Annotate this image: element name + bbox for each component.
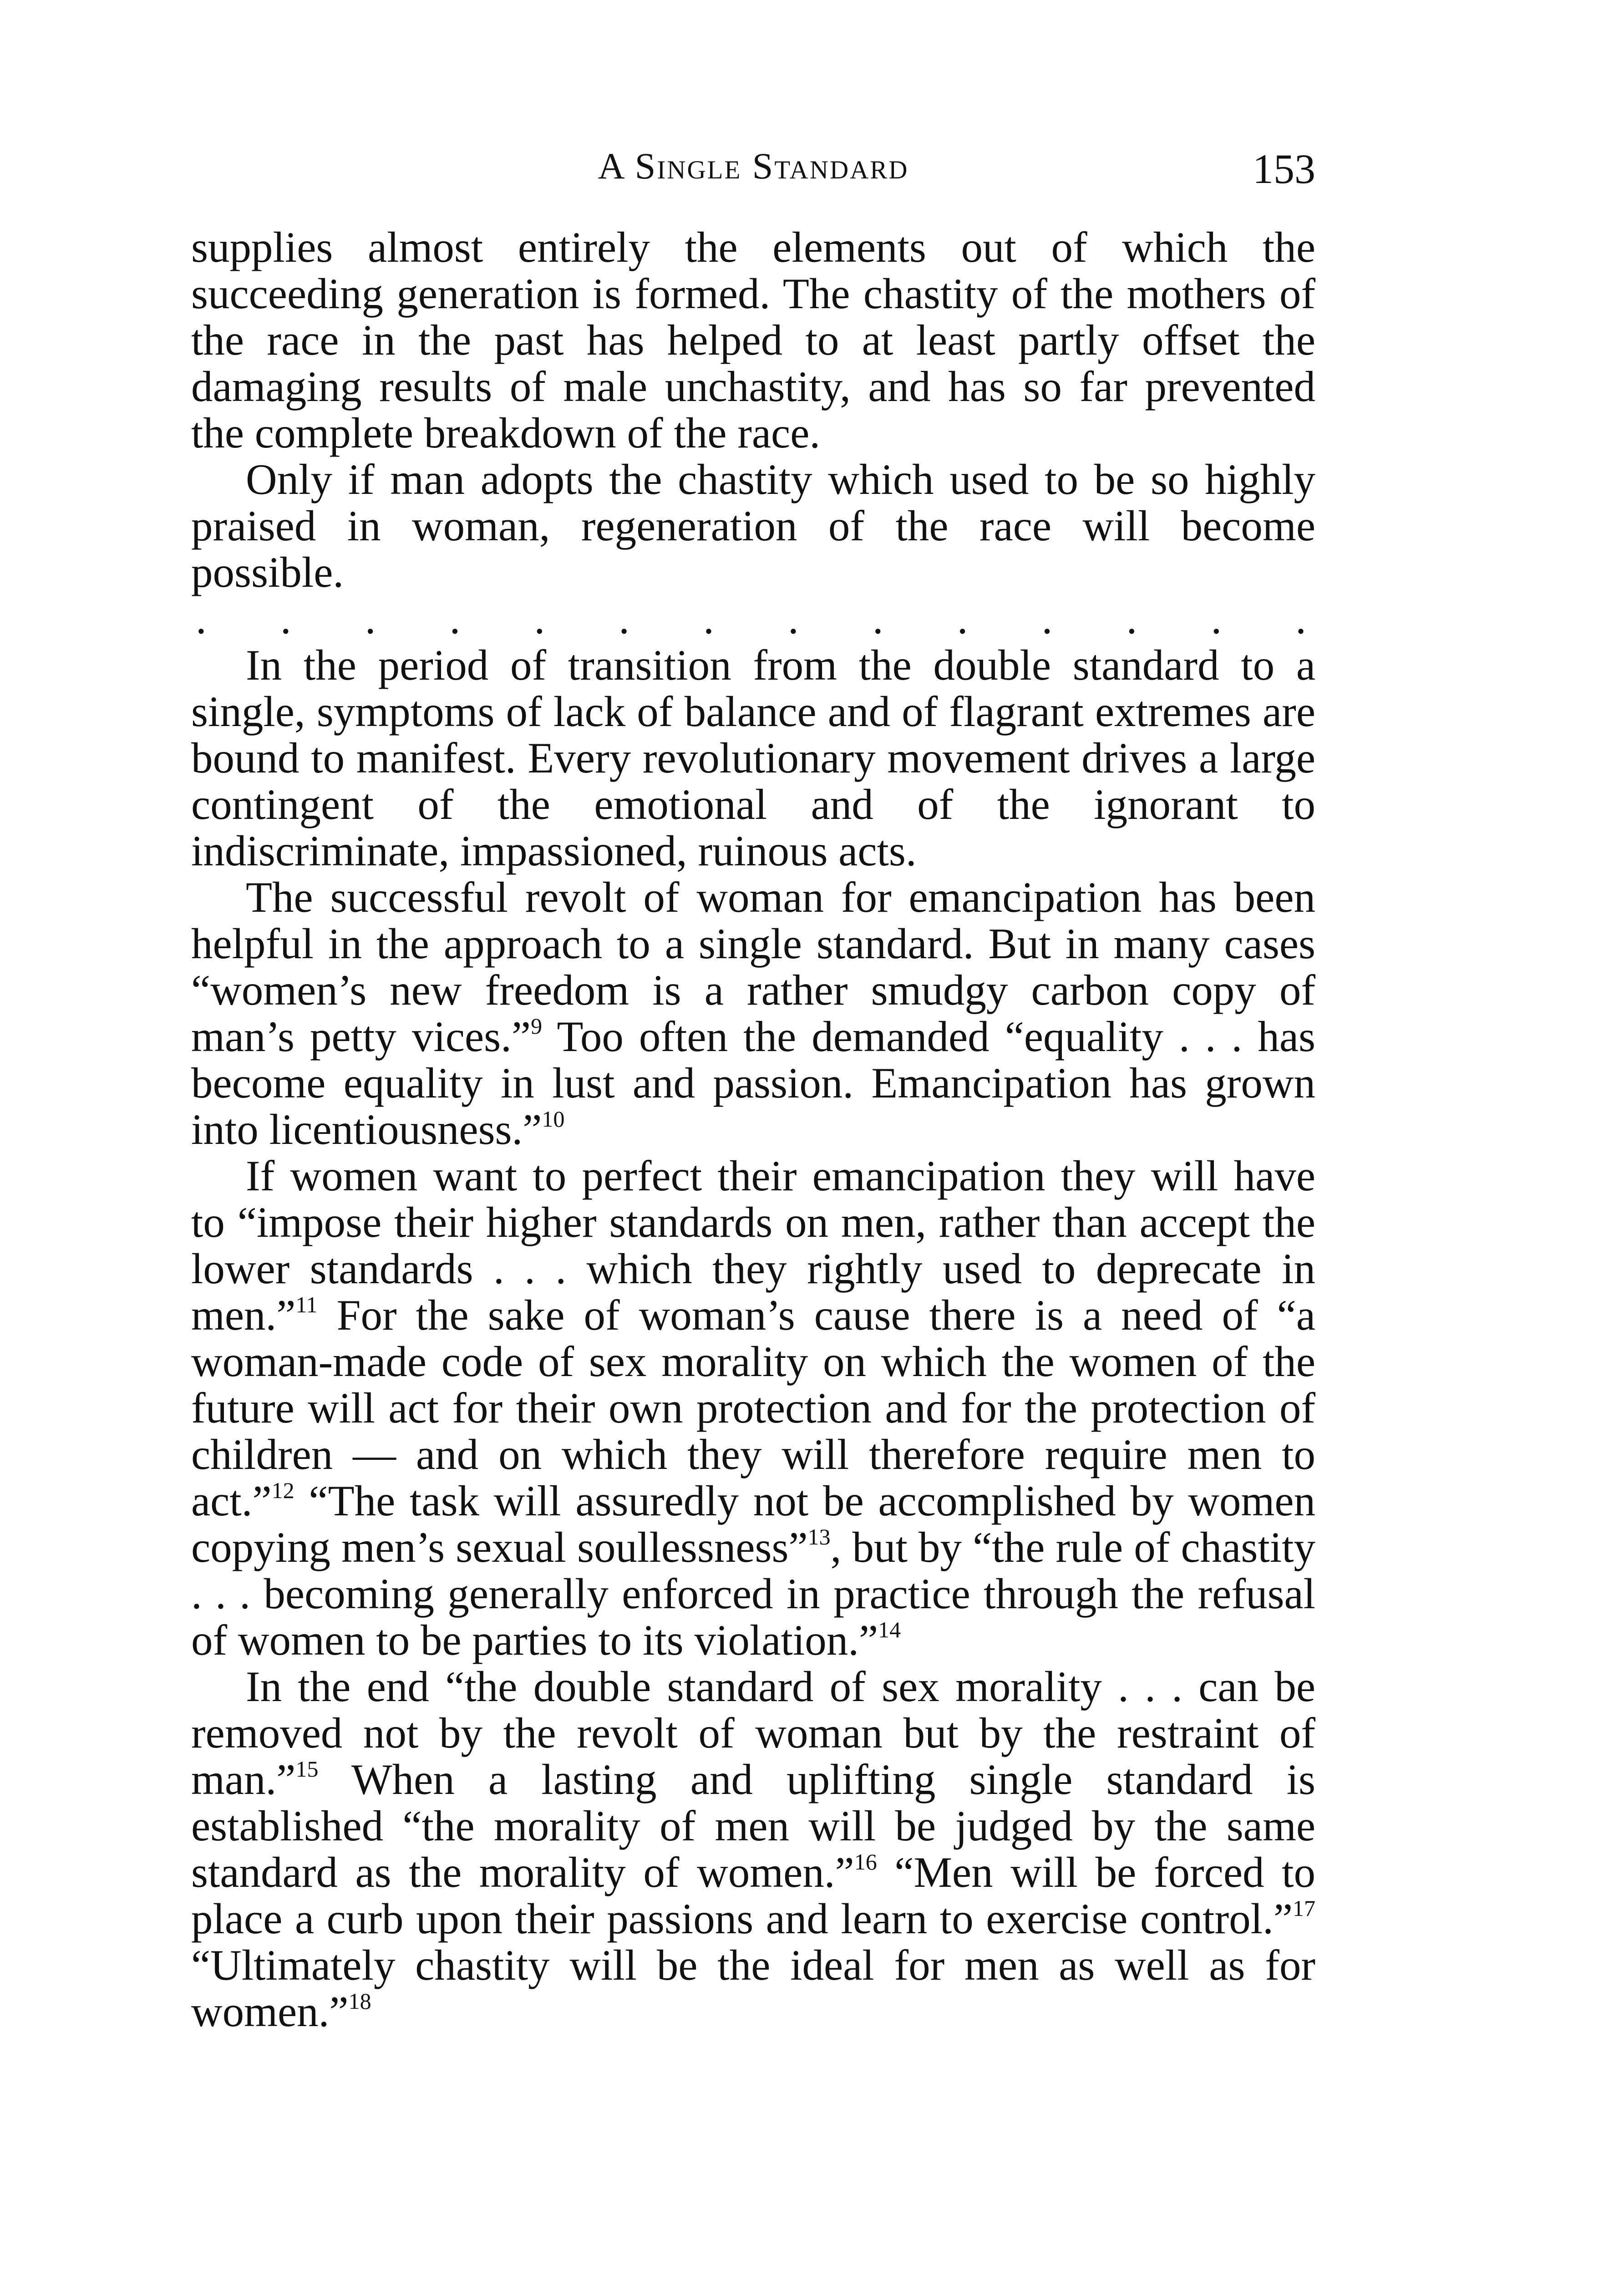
text-run: Only if man adopts the chastity which used to be so highly praised in woman, regeneration of the race will become possible.	[191, 455, 1315, 596]
paragraph	[191, 642, 1315, 874]
footnote-marker: 17	[1293, 1895, 1315, 1921]
text-run: In the period of transition from the double standard to a single, symptoms of lack of balance and of flagrant extremes are bound to manifest. Every revolutionary movement drives a large contingent of the emotional and of the ignorant to indiscriminate, impassioned, ruinous acts.	[191, 641, 1315, 875]
text-run: , but by “the rule of chastity . . . becoming generally enforced in practice through the refusal of women to be parties to its violation.”	[191, 1523, 1315, 1664]
paragraph	[191, 456, 1315, 595]
paragraph	[191, 1663, 1315, 2035]
body-text	[191, 224, 1315, 2035]
text-run: “Ultimately chastity will be the ideal for men as well as for women.”	[191, 1941, 1315, 2036]
separator-dot: .	[872, 594, 883, 643]
text-run: The successful revolt of woman for emancipation has been helpful in the approach to a single standard. But in many cases “women’s new freedom is a rather smudgy carbon copy of man’s petty vices.”	[191, 873, 1315, 1061]
text-run: “Men will be forced to place a curb upon their passions and learn to exercise control.”	[191, 1848, 1315, 1943]
footnote-marker: 15	[295, 1756, 319, 1782]
footnote-marker: 11	[295, 1292, 318, 1317]
footnote-marker: 9	[531, 1013, 543, 1039]
separator-dot: .	[1211, 594, 1222, 643]
text-run: In the end “the double standard of sex morality . . . can be removed not by the revolt of woman but by the restraint of man.”	[191, 1662, 1315, 1804]
paragraph	[191, 1153, 1315, 1663]
text-run: If women want to perfect their emancipation they will have to “impose their higher standards on men, rather than accept the lower standards . . . which they rightly used to deprecate in men.”	[191, 1152, 1315, 1339]
section-separator	[191, 595, 1315, 642]
footnote-marker: 18	[348, 1988, 371, 2014]
separator-dot: .	[449, 594, 461, 643]
separator-dot: .	[957, 594, 968, 643]
separator-dot: .	[703, 594, 714, 643]
separator-dot: .	[1295, 594, 1306, 643]
separator-dot: .	[619, 594, 630, 643]
footnote-marker: 14	[878, 1617, 901, 1642]
text-run: Too often the demanded “equality . . . has become equality in lust and passion. Emancipation has grown into licentiousness.”	[191, 1012, 1315, 1153]
paragraph	[191, 224, 1315, 456]
separator-dot: .	[1126, 594, 1137, 643]
separator-dot: .	[280, 594, 291, 643]
footnote-marker: 13	[807, 1524, 831, 1550]
paragraph	[191, 874, 1315, 1153]
chapter-title: A Single Standard	[598, 145, 909, 187]
separator-dot: .	[196, 594, 207, 643]
separator-dot: .	[534, 594, 545, 643]
footnote-marker: 10	[542, 1106, 565, 1132]
footnote-marker: 16	[854, 1849, 877, 1875]
text-run: supplies almost entirely the elements out of which the succeeding generation is formed. The chastity of the mothers of the race in the past has helped to at least partly offset the damaging results of male unchastity, and has so far prevented the complete breakdown of the race.	[191, 223, 1315, 457]
separator-dot: .	[365, 594, 376, 643]
separator-dot: .	[788, 594, 799, 643]
text-run: “The task will assuredly not be accomplished by women copying men’s sexual soullessness”	[191, 1477, 1315, 1571]
running-head	[191, 145, 1315, 199]
footnote-marker: 12	[271, 1478, 294, 1503]
separator-dot: .	[1041, 594, 1053, 643]
text-run: For the sake of woman’s cause there is a need of “a woman-made code of sex morality on which the women of the future will act for their own protection and for the protection of children — and on which they will therefore require men to act.”	[191, 1291, 1315, 1525]
text-run: When a lasting and uplifting single standard is established “the morality of men will be judged by the same standard as the morality of women.”	[191, 1755, 1315, 1896]
page-number: 153	[1253, 146, 1315, 192]
